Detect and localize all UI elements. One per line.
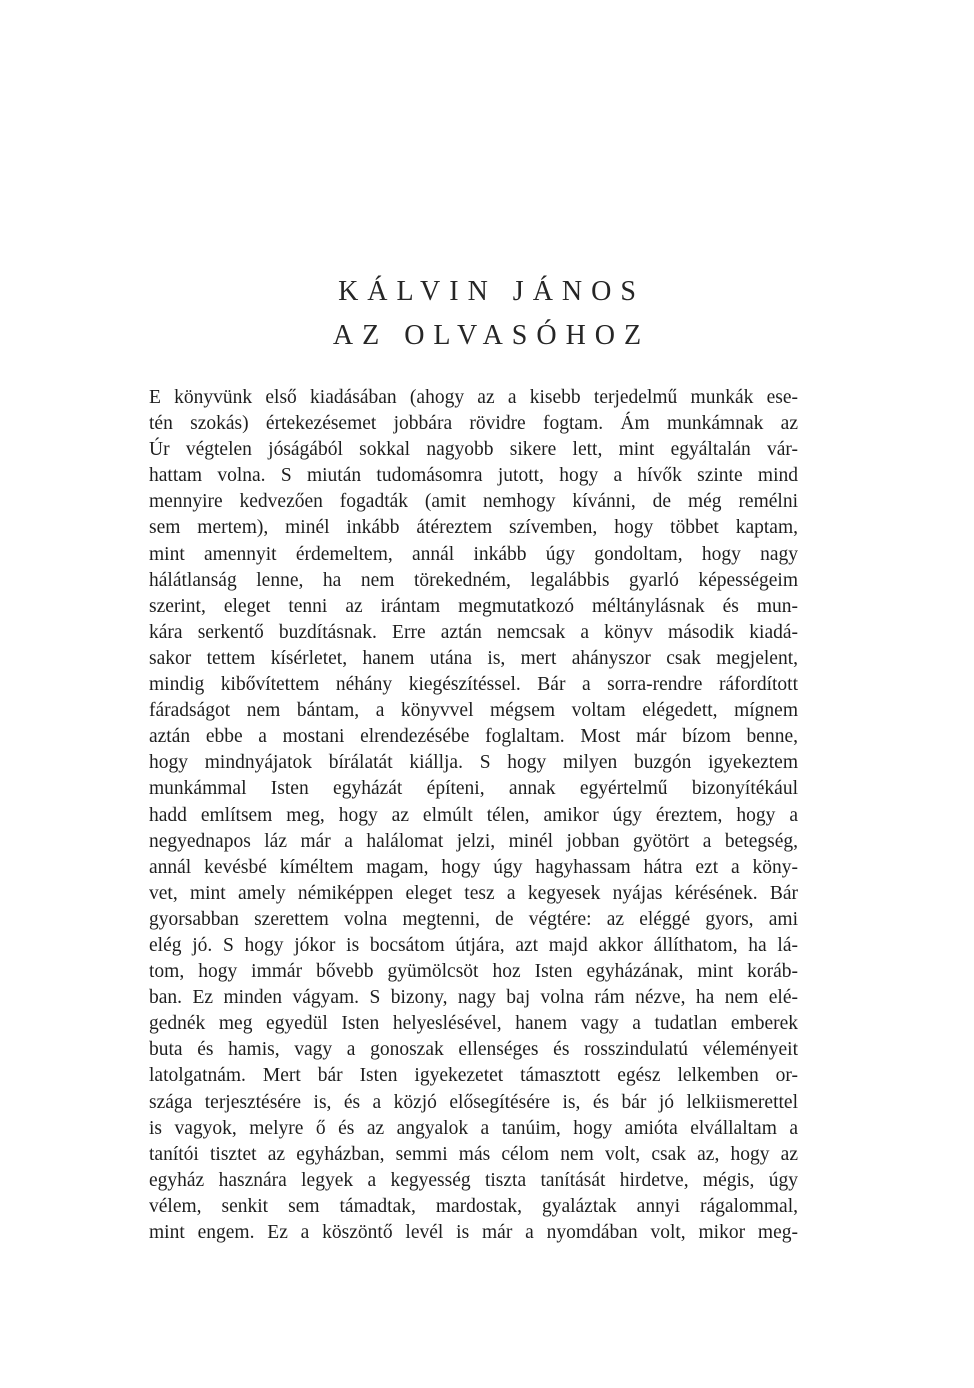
text-line: tanítói tisztet az egyházban, semmi más célom nem volt, csak az, hogy az bbox=[149, 1143, 798, 1165]
text-line: E könyvünk első kiadásában (ahogy az a kisebb terjedelmű munkák ese- bbox=[149, 387, 798, 408]
text-line: hattam volna. S miután tudomásomra jutott, hogy a hívők szinte mind bbox=[149, 465, 798, 487]
text-line: negyednapos láz már a halálomat jelzi, minél jobban gyötört a betegség, bbox=[149, 830, 798, 852]
text-line: gednék meg egyedül Isten helyeslésével, hanem vagy a tudatlan emberek bbox=[149, 1013, 798, 1035]
text-line: gyorsabban szerettem volna megtenni, de végtére: az eléggé gyors, ami bbox=[149, 908, 798, 930]
text-line: aztán ebbe a mostani elrendezésébe foglaltam. Most már bízom benne, bbox=[149, 726, 798, 748]
text-line: mindig kibővítettem néhány kiegészítéssel. Bár a sorra-rendre ráfordított bbox=[149, 674, 798, 696]
text-line: vélem, senkit sem támadtak, mardostak, gyaláztak annyi rágalommal, bbox=[149, 1195, 798, 1217]
body-text bbox=[149, 385, 798, 1246]
text-line: sem mertem), minél inkább átéreztem szívemben, hogy többet kaptam, bbox=[149, 517, 798, 539]
text-line: mennyire kedvezően fogadták (amit nemhogy kívánni, de még remélni bbox=[149, 491, 798, 513]
text-line: tén szokás) értekezésemet jobbára rövidre fogtam. Ám munkámnak az bbox=[149, 413, 798, 435]
text-line: ban. Ez minden vágyam. S bizony, nagy baj volna rám nézve, ha nem elé- bbox=[149, 987, 798, 1009]
title-subtitle: AZ OLVASÓHOZ bbox=[332, 320, 651, 351]
text-line: hadd említsem meg, hogy az elmúlt télen, amikor úgy éreztem, hogy a bbox=[149, 804, 798, 826]
text-line: hálátlanság lenne, ha nem törekedném, legalábbis gyarló képességeim bbox=[149, 569, 798, 591]
text-line: sakor tettem kísérletet, hanem utána is, mert ahányszor csak megjelent, bbox=[149, 647, 798, 669]
text-line: latolgatnám. Mert bár Isten igyekezetet támasztott egész lelkemben or- bbox=[149, 1065, 798, 1087]
text-line: Úr végtelen jóságából sokkal nagyobb sikere lett, mint egyáltalán vár- bbox=[149, 439, 798, 461]
text-line: egyház hasznára legyek a kegyesség tiszta tanítását hirdetve, mégis, úgy bbox=[149, 1169, 798, 1191]
text-line: fáradságot nem bántam, a könyvvel mégsem voltam elégedett, mígnem bbox=[149, 700, 798, 722]
text-line: szága terjesztésére is, és a közjó elősegítésére is, és bár jó lelkiismerettel bbox=[149, 1091, 798, 1113]
text-line: kára serkentő buzdításnak. Erre aztán nemcsak a könyv második kiadá- bbox=[149, 621, 798, 643]
title-author: KÁLVIN JÁNOS bbox=[338, 276, 645, 307]
text-line: annál kevésbé kíméltem magam, hogy úgy hagyhassam hátra ezt a köny- bbox=[149, 856, 798, 878]
text-line: buta és hamis, vagy a gonoszak ellenséges és rosszindulatú véleményeit bbox=[149, 1039, 798, 1061]
text-line: tom, hogy immár bővebb gyümölcsöt hoz Isten egyházának, mint koráb- bbox=[149, 961, 798, 983]
text-line: hogy mindnyájatok bírálatát kiállja. S hogy milyen buzgón igyekeztem bbox=[149, 752, 798, 774]
text-line: mint amennyit érdemeltem, annál inkább úgy gondoltam, hogy nagy bbox=[149, 543, 798, 565]
text-line: mint engem. Ez a köszöntő levél is már a nyomdában volt, mikor meg- bbox=[149, 1222, 798, 1243]
text-line: vet, mint amely némiképpen eleget tesz a kegyesek nyájas kérésének. Bár bbox=[149, 882, 798, 904]
text-line: elég jó. S hogy jókor is bocsátom útjára, azt majd akkor állíthatom, ha lá- bbox=[149, 934, 798, 956]
text-line: szerint, eleget tenni az irántam megmutatkozó méltánylásnak és mun- bbox=[149, 595, 798, 617]
text-line: munkámmal Isten egyházát építeni, annak egyértelmű bizonyítékául bbox=[149, 778, 798, 800]
chapter-title bbox=[0, 270, 974, 358]
text-line: is vagyok, melyre ő és az angyalok a tanúim, hogy amióta elvállaltam a bbox=[149, 1117, 798, 1139]
